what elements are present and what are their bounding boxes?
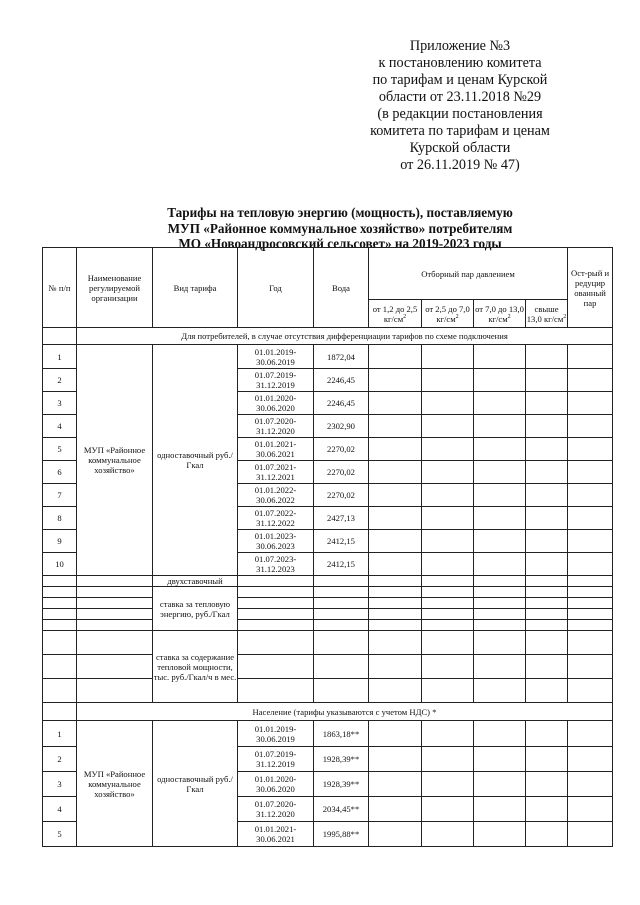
document-title — [150, 205, 530, 252]
empty-cell — [526, 655, 568, 679]
title-line: МО «Новоандросовский сельсовет» на 2019-2023 годы — [178, 236, 502, 251]
row-num: 1 — [43, 345, 77, 369]
empty-cell — [422, 530, 474, 553]
empty-cell — [568, 392, 613, 415]
empty-cell — [568, 415, 613, 438]
empty-cell — [422, 772, 474, 797]
row-num: 2 — [43, 369, 77, 392]
appendix-line: Приложение №3 — [409, 38, 511, 54]
empty-cell — [474, 461, 526, 484]
empty-cell — [474, 631, 526, 655]
empty-cell — [369, 553, 422, 576]
empty-cell — [369, 772, 422, 797]
row-num: 2 — [43, 747, 77, 772]
empty-cell — [77, 620, 153, 631]
empty-cell — [526, 620, 568, 631]
appendix-line: от 26.11.2019 № 47) — [400, 157, 520, 173]
period: 01.01.2021-30.06.2021 — [238, 822, 314, 847]
rate-capacity-label: ставка за содержание тепловой мощности, тыс. руб./Гкал/ч в мес. — [153, 631, 238, 703]
empty-cell — [43, 620, 77, 631]
header-row — [43, 248, 613, 300]
empty-cell — [314, 587, 369, 598]
empty-cell — [238, 631, 314, 655]
blank-row — [43, 655, 613, 679]
empty-cell — [474, 721, 526, 747]
empty-cell — [369, 631, 422, 655]
empty-cell — [77, 598, 153, 609]
empty-cell — [43, 655, 77, 679]
appendix-line: комитета по тарифам и ценам — [370, 123, 550, 139]
empty-cell — [369, 576, 422, 587]
empty-cell — [422, 609, 474, 620]
empty-cell — [43, 679, 77, 703]
empty-cell — [474, 822, 526, 847]
empty-cell — [526, 598, 568, 609]
empty-cell — [43, 328, 77, 345]
empty-cell — [474, 587, 526, 598]
water-value: 2034,45** — [314, 797, 369, 822]
empty-cell — [369, 461, 422, 484]
appendix-line: по тарифам и ценам Курской — [372, 72, 548, 88]
period: 01.01.2023-30.06.2023 — [238, 530, 314, 553]
empty-cell — [43, 703, 77, 721]
empty-cell — [474, 369, 526, 392]
period: 01.01.2019-30.06.2019 — [238, 721, 314, 747]
period: 01.01.2020-30.06.2020 — [238, 772, 314, 797]
empty-cell — [238, 609, 314, 620]
empty-cell — [369, 392, 422, 415]
empty-cell — [369, 609, 422, 620]
empty-cell — [526, 553, 568, 576]
empty-cell — [422, 369, 474, 392]
empty-cell — [422, 721, 474, 747]
empty-cell — [526, 484, 568, 507]
empty-cell — [568, 587, 613, 598]
header-pressure-3: от 7,0 до 13,0 $кг/см^2$ — [474, 300, 526, 328]
water-value: 1995,88** — [314, 822, 369, 847]
appendix-line: (в редакции постановления — [377, 106, 543, 122]
empty-cell — [43, 576, 77, 587]
empty-cell — [526, 772, 568, 797]
water-value: 2412,15 — [314, 553, 369, 576]
empty-cell — [238, 576, 314, 587]
period: 01.01.2019-30.06.2019 — [238, 345, 314, 369]
empty-cell — [369, 598, 422, 609]
empty-cell — [474, 576, 526, 587]
empty-cell — [314, 655, 369, 679]
org-name: МУП «Районное коммунальное хозяйство» — [77, 721, 153, 847]
empty-cell — [314, 598, 369, 609]
period: 01.07.2019-31.12.2019 — [238, 369, 314, 392]
empty-cell — [422, 484, 474, 507]
empty-cell — [568, 576, 613, 587]
period: 01.01.2021-30.06.2021 — [238, 438, 314, 461]
empty-cell — [369, 507, 422, 530]
header-org: Наименование регулируемой организации — [77, 248, 153, 328]
empty-cell — [314, 609, 369, 620]
empty-cell — [369, 721, 422, 747]
empty-cell — [474, 747, 526, 772]
header-steam: Отборный пар давлением — [369, 248, 568, 300]
empty-cell — [474, 797, 526, 822]
water-value: 1928,39** — [314, 747, 369, 772]
period: 01.07.2020-31.12.2020 — [238, 415, 314, 438]
empty-cell — [77, 587, 153, 598]
empty-cell — [526, 507, 568, 530]
row-num: 3 — [43, 772, 77, 797]
title-line: МУП «Районное коммунальное хозяйство» потребителям — [167, 220, 513, 236]
empty-cell — [474, 484, 526, 507]
empty-cell — [568, 369, 613, 392]
empty-cell — [474, 438, 526, 461]
empty-cell — [568, 461, 613, 484]
empty-cell — [77, 679, 153, 703]
period: 01.01.2020-30.06.2020 — [238, 392, 314, 415]
blank-row — [43, 609, 613, 620]
empty-cell — [422, 747, 474, 772]
section-row — [43, 703, 613, 721]
header-num: № п/п — [43, 248, 77, 328]
empty-cell — [568, 620, 613, 631]
empty-cell — [369, 484, 422, 507]
rate-energy-label: ставка за тепловую энергию, руб./Гкал — [153, 587, 238, 631]
tariff-kind: одноставочный руб./Гкал — [153, 345, 238, 576]
empty-cell — [422, 631, 474, 655]
empty-cell — [43, 609, 77, 620]
empty-cell — [568, 721, 613, 747]
empty-cell — [422, 392, 474, 415]
empty-cell — [526, 679, 568, 703]
empty-cell — [526, 345, 568, 369]
empty-cell — [474, 415, 526, 438]
empty-cell — [422, 461, 474, 484]
blank-row — [43, 598, 613, 609]
blank-row — [43, 631, 613, 655]
row-num: 7 — [43, 484, 77, 507]
empty-cell — [422, 415, 474, 438]
empty-cell — [369, 345, 422, 369]
appendix-line: Курской области — [409, 140, 511, 156]
blank-row — [43, 587, 613, 598]
empty-cell — [474, 609, 526, 620]
section-label: Население (тарифы указываются с учетом НДС) * — [77, 703, 613, 721]
empty-cell — [568, 679, 613, 703]
empty-cell — [568, 598, 613, 609]
appendix-line: области от 23.11.2018 №29 — [378, 89, 542, 105]
empty-cell — [526, 631, 568, 655]
empty-cell — [369, 822, 422, 847]
row-num: 9 — [43, 530, 77, 553]
empty-cell — [314, 679, 369, 703]
two-part-label: двухставочный — [153, 576, 238, 587]
empty-cell — [526, 822, 568, 847]
header-pressure-2: от 2,5 до 7,0 $кг/см^2$ — [422, 300, 474, 328]
empty-cell — [77, 609, 153, 620]
row-num: 1 — [43, 721, 77, 747]
row-num: 5 — [43, 822, 77, 847]
empty-cell — [422, 507, 474, 530]
row-num: 4 — [43, 797, 77, 822]
empty-cell — [568, 553, 613, 576]
water-value: 2270,02 — [314, 438, 369, 461]
empty-cell — [422, 620, 474, 631]
period: 01.07.2023-31.12.2023 — [238, 553, 314, 576]
empty-cell — [474, 553, 526, 576]
empty-cell — [568, 609, 613, 620]
empty-cell — [526, 587, 568, 598]
row-num: 10 — [43, 553, 77, 576]
empty-cell — [422, 822, 474, 847]
empty-cell — [568, 747, 613, 772]
empty-cell — [568, 772, 613, 797]
appendix-line: к постановлению комитета — [378, 55, 542, 71]
water-value: 2302,90 — [314, 415, 369, 438]
tariff-table — [42, 247, 613, 847]
period: 01.01.2022-30.06.2022 — [238, 484, 314, 507]
empty-cell — [369, 655, 422, 679]
tariff-kind: одноставочный руб./Гкал — [153, 721, 238, 847]
row-num: 8 — [43, 507, 77, 530]
water-value: 2427,13 — [314, 507, 369, 530]
empty-cell — [43, 631, 77, 655]
empty-cell — [422, 797, 474, 822]
empty-cell — [238, 679, 314, 703]
empty-cell — [526, 609, 568, 620]
empty-cell — [422, 553, 474, 576]
empty-cell — [238, 587, 314, 598]
empty-cell — [474, 345, 526, 369]
empty-cell — [369, 530, 422, 553]
empty-cell — [369, 587, 422, 598]
empty-cell — [526, 747, 568, 772]
title-line: Тарифы на тепловую энергию (мощность), поставляемую — [167, 205, 513, 220]
empty-cell — [422, 587, 474, 598]
water-value: 1872,04 — [314, 345, 369, 369]
empty-cell — [422, 576, 474, 587]
period: 01.07.2022-31.12.2022 — [238, 507, 314, 530]
empty-cell — [369, 747, 422, 772]
empty-cell — [526, 415, 568, 438]
empty-cell — [474, 530, 526, 553]
header-type: Вид тарифа — [153, 248, 238, 328]
empty-cell — [314, 576, 369, 587]
empty-cell — [526, 576, 568, 587]
empty-cell — [77, 576, 153, 587]
water-value: 2270,02 — [314, 461, 369, 484]
empty-cell — [474, 507, 526, 530]
empty-cell — [568, 530, 613, 553]
appendix-block — [340, 38, 580, 174]
empty-cell — [568, 438, 613, 461]
section-label: Для потребителей, в случае отсутствия дифференциации тарифов по схеме подключения — [77, 328, 613, 345]
two-part-row — [43, 576, 613, 587]
empty-cell — [568, 345, 613, 369]
empty-cell — [568, 797, 613, 822]
row-num: 4 — [43, 415, 77, 438]
empty-cell — [238, 620, 314, 631]
empty-cell — [526, 530, 568, 553]
empty-cell — [314, 631, 369, 655]
empty-cell — [568, 484, 613, 507]
empty-cell — [422, 438, 474, 461]
row-num: 3 — [43, 392, 77, 415]
empty-cell — [238, 655, 314, 679]
org-name: МУП «Районное коммунальное хозяйство» — [77, 345, 153, 576]
empty-cell — [422, 679, 474, 703]
table-row — [43, 721, 613, 747]
empty-cell — [43, 587, 77, 598]
empty-cell — [369, 369, 422, 392]
empty-cell — [474, 772, 526, 797]
header-water: Вода — [314, 248, 369, 328]
empty-cell — [422, 598, 474, 609]
empty-cell — [77, 655, 153, 679]
empty-cell — [526, 392, 568, 415]
period: 01.07.2019-31.12.2019 — [238, 747, 314, 772]
period: 01.07.2020-31.12.2020 — [238, 797, 314, 822]
section-row — [43, 328, 613, 345]
header-sharp-steam: Ост-рый и редуцир ованный пар — [568, 248, 613, 328]
header-pressure-1: от 1,2 до 2,5 $кг/см^2$ — [369, 300, 422, 328]
empty-cell — [369, 620, 422, 631]
empty-cell — [526, 721, 568, 747]
blank-row — [43, 620, 613, 631]
empty-cell — [77, 631, 153, 655]
empty-cell — [526, 797, 568, 822]
empty-cell — [474, 655, 526, 679]
empty-cell — [422, 655, 474, 679]
period: 01.07.2021-31.12.2021 — [238, 461, 314, 484]
empty-cell — [422, 345, 474, 369]
blank-row — [43, 679, 613, 703]
empty-cell — [474, 679, 526, 703]
empty-cell — [526, 438, 568, 461]
empty-cell — [369, 415, 422, 438]
water-value: 1863,18** — [314, 721, 369, 747]
empty-cell — [568, 655, 613, 679]
header-pressure-4: свыше 13,0 $кг/см^2$ — [526, 300, 568, 328]
water-value: 2246,45 — [314, 369, 369, 392]
empty-cell — [568, 822, 613, 847]
header-year: Год — [238, 248, 314, 328]
empty-cell — [526, 461, 568, 484]
empty-cell — [474, 620, 526, 631]
water-value: 2246,45 — [314, 392, 369, 415]
empty-cell — [369, 679, 422, 703]
empty-cell — [369, 438, 422, 461]
empty-cell — [568, 507, 613, 530]
empty-cell — [238, 598, 314, 609]
empty-cell — [526, 369, 568, 392]
water-value: 2270,02 — [314, 484, 369, 507]
empty-cell — [474, 392, 526, 415]
empty-cell — [474, 598, 526, 609]
empty-cell — [314, 620, 369, 631]
empty-cell — [369, 797, 422, 822]
water-value: 2412,15 — [314, 530, 369, 553]
empty-cell — [568, 631, 613, 655]
row-num: 5 — [43, 438, 77, 461]
table-row — [43, 345, 613, 369]
row-num: 6 — [43, 461, 77, 484]
water-value: 1928,39** — [314, 772, 369, 797]
empty-cell — [43, 598, 77, 609]
